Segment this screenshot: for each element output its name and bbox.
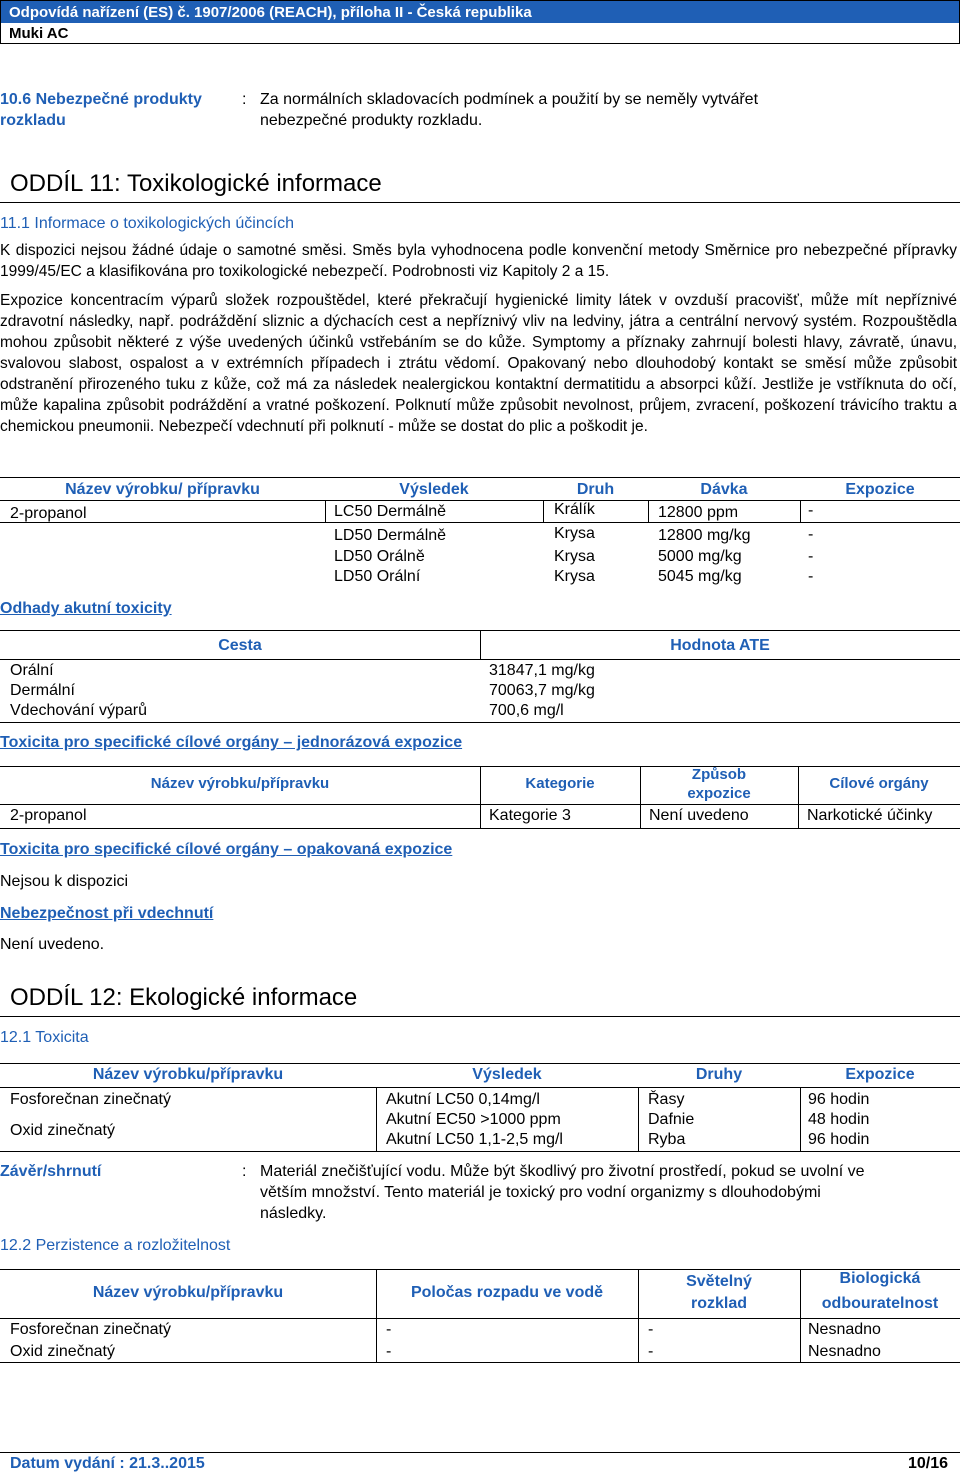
tox-cell: 12800 ppm [658,504,739,521]
eco-cell: 96 hodin [808,1131,870,1148]
stot-header-route-1: Způsob [691,766,747,783]
stot-divider [480,766,481,828]
pers-header-product: Název výrobku/přípravku [92,1284,284,1301]
pers-cell: Nesnadno [808,1321,881,1338]
pers-cell: - [386,1343,392,1360]
tox-cell: LD50 Orálně [334,548,425,565]
tox-divider [800,500,801,522]
pers-divider [800,1269,801,1362]
stot-header-product: Název výrobku/přípravku [150,775,330,792]
summary-colon: : [242,1163,247,1180]
eco-cell: 48 hodin [808,1111,870,1128]
page-header [0,0,960,44]
pers-divider [638,1269,639,1362]
tox-product: 2-propanol [10,505,87,522]
stot-header-route-2: expozice [687,785,751,802]
tox-cell: LD50 Orální [334,568,421,585]
pers-divider [376,1269,377,1362]
product-name: Muki AC [9,25,69,42]
stot-cell: Kategorie 3 [489,807,571,824]
pers-cell: Oxid zinečnatý [10,1343,115,1360]
tox-header-rule [0,500,960,501]
pers-header-rule [0,1318,960,1319]
tox-cell: 5000 mg/kg [658,548,742,565]
tox-divider [325,500,326,522]
pers-cell: Nesnadno [808,1343,881,1360]
stot-cell: 2-propanol [10,807,87,824]
eco-cell: Ryba [648,1131,686,1148]
pers-bottom-rule [0,1362,960,1363]
stot-repeat-text: Nejsou k dispozici [0,873,129,890]
tox-cell: 5045 mg/kg [658,568,742,585]
tox-header-species: Druh [576,481,615,498]
eco-header-species: Druhy [695,1066,743,1083]
tox-cell: Krysa [554,568,595,585]
summary-text-2: větším množství. Tento materiál je toxický pro vodní organizmy s dlouhodobými [260,1184,821,1201]
eco-divider [800,1087,801,1151]
ate-header-value: Hodnota ATE [670,637,770,654]
section-11-1-subtitle: 11.1 Informace o toxikologických účincích [0,215,295,232]
stot-header-organs: Cílové orgány [829,775,929,792]
page-number: 10/16 [907,1455,948,1472]
section-11-title: ODDÍL 11: Toxikologické informace [10,170,382,197]
section-12-title: ODDÍL 12: Ekologické informace [10,984,358,1011]
eco-divider [638,1087,639,1151]
eco-cell: 96 hodin [808,1091,870,1108]
eco-cell: Akutní LC50 1,1-2,5 mg/l [386,1131,563,1148]
ate-route: Orální [10,662,54,679]
eco-top-rule [0,1063,960,1064]
tox-header-dose: Dávka [700,481,748,498]
s10-6-text-1: Za normálních skladovacích podmínek a použití by se neměly vytvářet [260,91,759,108]
regulation-line: Odpovídá nařízení (ES) č. 1907/2006 (REACH), příloha II - Česká republika [9,4,532,21]
tox-table-top-rule [0,477,960,478]
ate-header-rule [0,659,960,660]
pers-cell: Fosforečnan zinečnatý [10,1321,171,1338]
ate-route: Dermální [10,682,75,699]
section-11-rule [0,202,960,203]
tox-cell: 12800 mg/kg [658,527,751,544]
s10-6-label-2: rozkladu [0,112,66,129]
s10-6-label-1: 10.6 Nebezpečné produkty [0,91,202,108]
stot-divider [640,766,641,828]
ate-title: Odhady akutní toxicity [0,600,172,617]
eco-product: Fosforečnan zinečnatý [10,1091,171,1108]
tox-cell: Králík [554,501,595,518]
section-12-rule [0,1016,960,1017]
eco-cell: Akutní EC50 >1000 ppm [386,1111,561,1128]
eco-cell: Řasy [648,1091,685,1108]
tox-header-product: Název výrobku/ přípravku [65,481,260,498]
stot-repeat-title: Toxicita pro specifické cílové orgány – opakovaná expozice [0,841,453,858]
section-11-para-1: K dispozici nejsou žádné údaje o samotné směsi. Směs byla vyhodnocena podle konvenční metody Směrnice pro nebezpečné přípravky 1999/45/EC a klasifikována pro toxikologické nebezpečí. Podrobnosti viz Kapitoly 2 a 15. [0,242,957,280]
section-12-1-subtitle: 12.1 Toxicita [0,1029,89,1046]
ate-header-route: Cesta [218,637,262,654]
tox-cell: Krysa [554,525,595,542]
eco-cell: Dafnie [648,1111,695,1128]
tox-row-rule [0,522,960,523]
ate-bottom-rule [0,722,960,723]
pers-header-biodeg-1: Biologická [839,1270,921,1287]
pers-cell: - [386,1321,392,1338]
issue-date: Datum vydání : 21.3..2015 [10,1455,205,1472]
tox-divider [648,500,649,522]
aspiration-text: Není uvedeno. [0,936,105,953]
tox-cell: - [808,568,814,585]
eco-header-rule [0,1087,960,1088]
summary-label: Závěr/shrnutí [0,1163,102,1180]
eco-divider [376,1087,377,1151]
section-12-2-subtitle: 12.2 Perzistence a rozložitelnost [0,1237,231,1254]
eco-product: Oxid zinečnatý [10,1122,115,1139]
pers-header-biodeg-2: odbouratelnost [821,1295,939,1312]
tox-cell: LC50 Dermálně [334,503,447,520]
tox-cell: Krysa [554,548,595,565]
pers-cell: - [648,1343,654,1360]
page-footer [0,1452,960,1476]
s10-6-text-2: nebezpečné produkty rozkladu. [260,112,483,129]
tox-header-result: Výsledek [399,481,469,498]
stot-divider [798,766,799,828]
ate-value: 31847,1 mg/kg [489,662,595,679]
tox-cell: - [808,548,814,565]
ate-route: Vdechování výparů [10,702,147,719]
tox-cell: LD50 Dermálně [334,527,447,544]
eco-cell: Akutní LC50 0,14mg/l [386,1091,540,1108]
s10-6-colon: : [242,91,247,108]
aspiration-title: Nebezpečnost při vdechnutí [0,905,214,922]
stot-header-category: Kategorie [525,775,595,792]
section-11-para-2: Expozice koncentracím výparů složek rozpouštědel, které překračují hygienické limity látek v ovzduší pracovišť, může mít nepříznivé zdravotní následky, např. podráždění sliznic a dýchacích cest a nepříznivý vliv na ledviny, játra a centrální nervový systém. Rozpouštědla mohou způsobit některé z výše uvedených účinků vstřebáním se do kůže. Symptomy a příznaky zahrnují bolesti hlavy, závratě, únavu, svalovou slabost, ospalost a v extrémních případech i ztrátu vědomí. Opakovaný nebo dlouhodobý kontakt se směsí může způsobit odstranění přirozeného tuku z kůže, což má za následek nealergickou kontaktní dermatitidu a absorpci kůží. Jestliže je vstříknuta do očí, může kapalina způsobit podráždění a vratné poškození. Polknutí může způsobit nevolnost, průjem, zvracení, poškození trávicího traktu a chemickou pneumonii. Nebezpečí vdechnutí při polknutí - může se dostat do plic a poškodit je. [0,292,957,435]
tox-divider [543,500,544,522]
tox-header-exposure: Expozice [845,481,915,498]
pers-cell: - [648,1321,654,1338]
ate-divider [480,630,481,659]
stot-cell: Narkotické účinky [807,807,933,824]
ate-value: 70063,7 mg/kg [489,682,595,699]
ate-value: 700,6 mg/l [489,702,564,719]
summary-text-1: Materiál znečišťující vodu. Může být škodlivý pro životní prostředí, pokud se uvolní ve [260,1163,865,1180]
stot-cell: Není uvedeno [649,807,749,824]
stot-single-title: Toxicita pro specifické cílové orgány – jednorázová expozice [0,734,463,751]
eco-header-exposure: Expozice [845,1066,915,1083]
eco-bottom-rule [0,1151,960,1152]
pers-header-photolysis-2: rozklad [690,1295,747,1312]
stot-bottom-rule [0,828,960,829]
pers-header-photolysis-1: Světelný [686,1273,752,1290]
tox-cell: - [808,526,814,543]
pers-header-halflife: Poločas rozpadu ve vodě [410,1284,604,1301]
tox-cell: - [808,502,814,519]
summary-text-3: následky. [260,1205,327,1222]
eco-header-product: Název výrobku/přípravku [92,1066,284,1083]
eco-header-result: Výsledek [472,1066,542,1083]
